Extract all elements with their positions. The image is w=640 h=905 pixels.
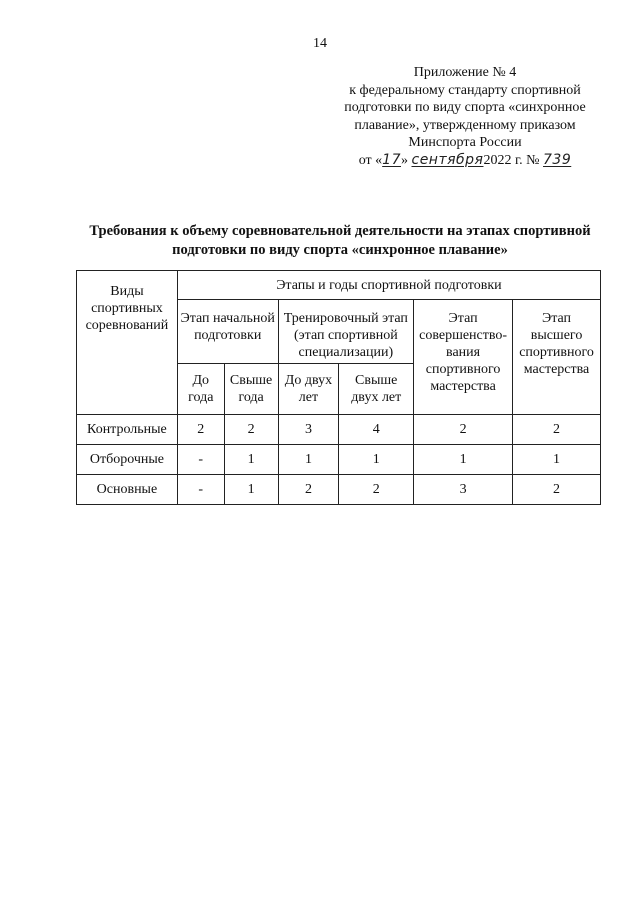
document-title: Требования к объему соревновательной деятельности на этапах спортивной подготовки по виду спорта «синхронное плавание» (89, 223, 591, 258)
table-cell: 2 (177, 415, 224, 445)
table-cell: 2 (339, 475, 414, 505)
header-year-initial-1: До года (177, 364, 224, 415)
header-stage-higher: Этап высшего спортивного мастерства (513, 300, 601, 415)
row-label: Отборочные (77, 445, 178, 475)
header-year-training-1: До двух лет (278, 364, 339, 415)
table-cell: 1 (278, 445, 339, 475)
table-cell: 1 (224, 445, 278, 475)
order-number: 739 (543, 151, 572, 168)
appendix-line-5: Минспорта России (408, 135, 522, 150)
requirements-table (76, 270, 601, 505)
header-stage-training: Тренировочный этап (этап спортивной специализации) (278, 300, 414, 364)
table-cell: 3 (278, 415, 339, 445)
table-cell: - (177, 475, 224, 505)
appendix-line-3: подготовки по виду спорта «синхронное (344, 100, 586, 115)
date-day: 17 (382, 151, 401, 168)
date-mid: » (401, 152, 412, 168)
date-year: 2022 г. № (483, 152, 544, 168)
table-cell: 2 (414, 415, 513, 445)
appendix-header (320, 64, 610, 169)
table-cell: 3 (414, 475, 513, 505)
header-stages-years: Этапы и годы спортивной подготовки (177, 271, 600, 300)
table-cell: 2 (513, 475, 601, 505)
table-row (77, 475, 601, 505)
header-stage-initial: Этап начальной подготовки (177, 300, 278, 364)
appendix-date-line (320, 152, 610, 170)
appendix-line-2: к федеральному стандарту спортивной (349, 82, 581, 98)
row-label: Основные (77, 475, 178, 505)
row-label: Контрольные (77, 415, 178, 445)
page-number: 14 (313, 36, 327, 51)
table-cell: 2 (278, 475, 339, 505)
appendix-line-4: плавание», утвержденному приказом (354, 117, 576, 133)
table-cell: 1 (513, 445, 601, 475)
table-cell: - (177, 445, 224, 475)
header-stage-improvement: Этап совершенство-вания спортивного мастерства (414, 300, 513, 415)
table-row (77, 445, 601, 475)
appendix-line-1: Приложение № 4 (413, 65, 517, 80)
date-prefix: от « (358, 152, 383, 168)
date-month: сентября (411, 151, 484, 168)
table-row (77, 415, 601, 445)
table-cell: 2 (224, 415, 278, 445)
table-cell: 1 (339, 445, 414, 475)
table-cell: 1 (414, 445, 513, 475)
header-competition-types: Виды спортивных соревнований (77, 271, 178, 415)
header-year-training-2: Свыше двух лет (339, 364, 414, 415)
table-cell: 2 (513, 415, 601, 445)
header-year-initial-2: Свыше года (224, 364, 278, 415)
table-cell: 1 (224, 475, 278, 505)
table-cell: 4 (339, 415, 414, 445)
